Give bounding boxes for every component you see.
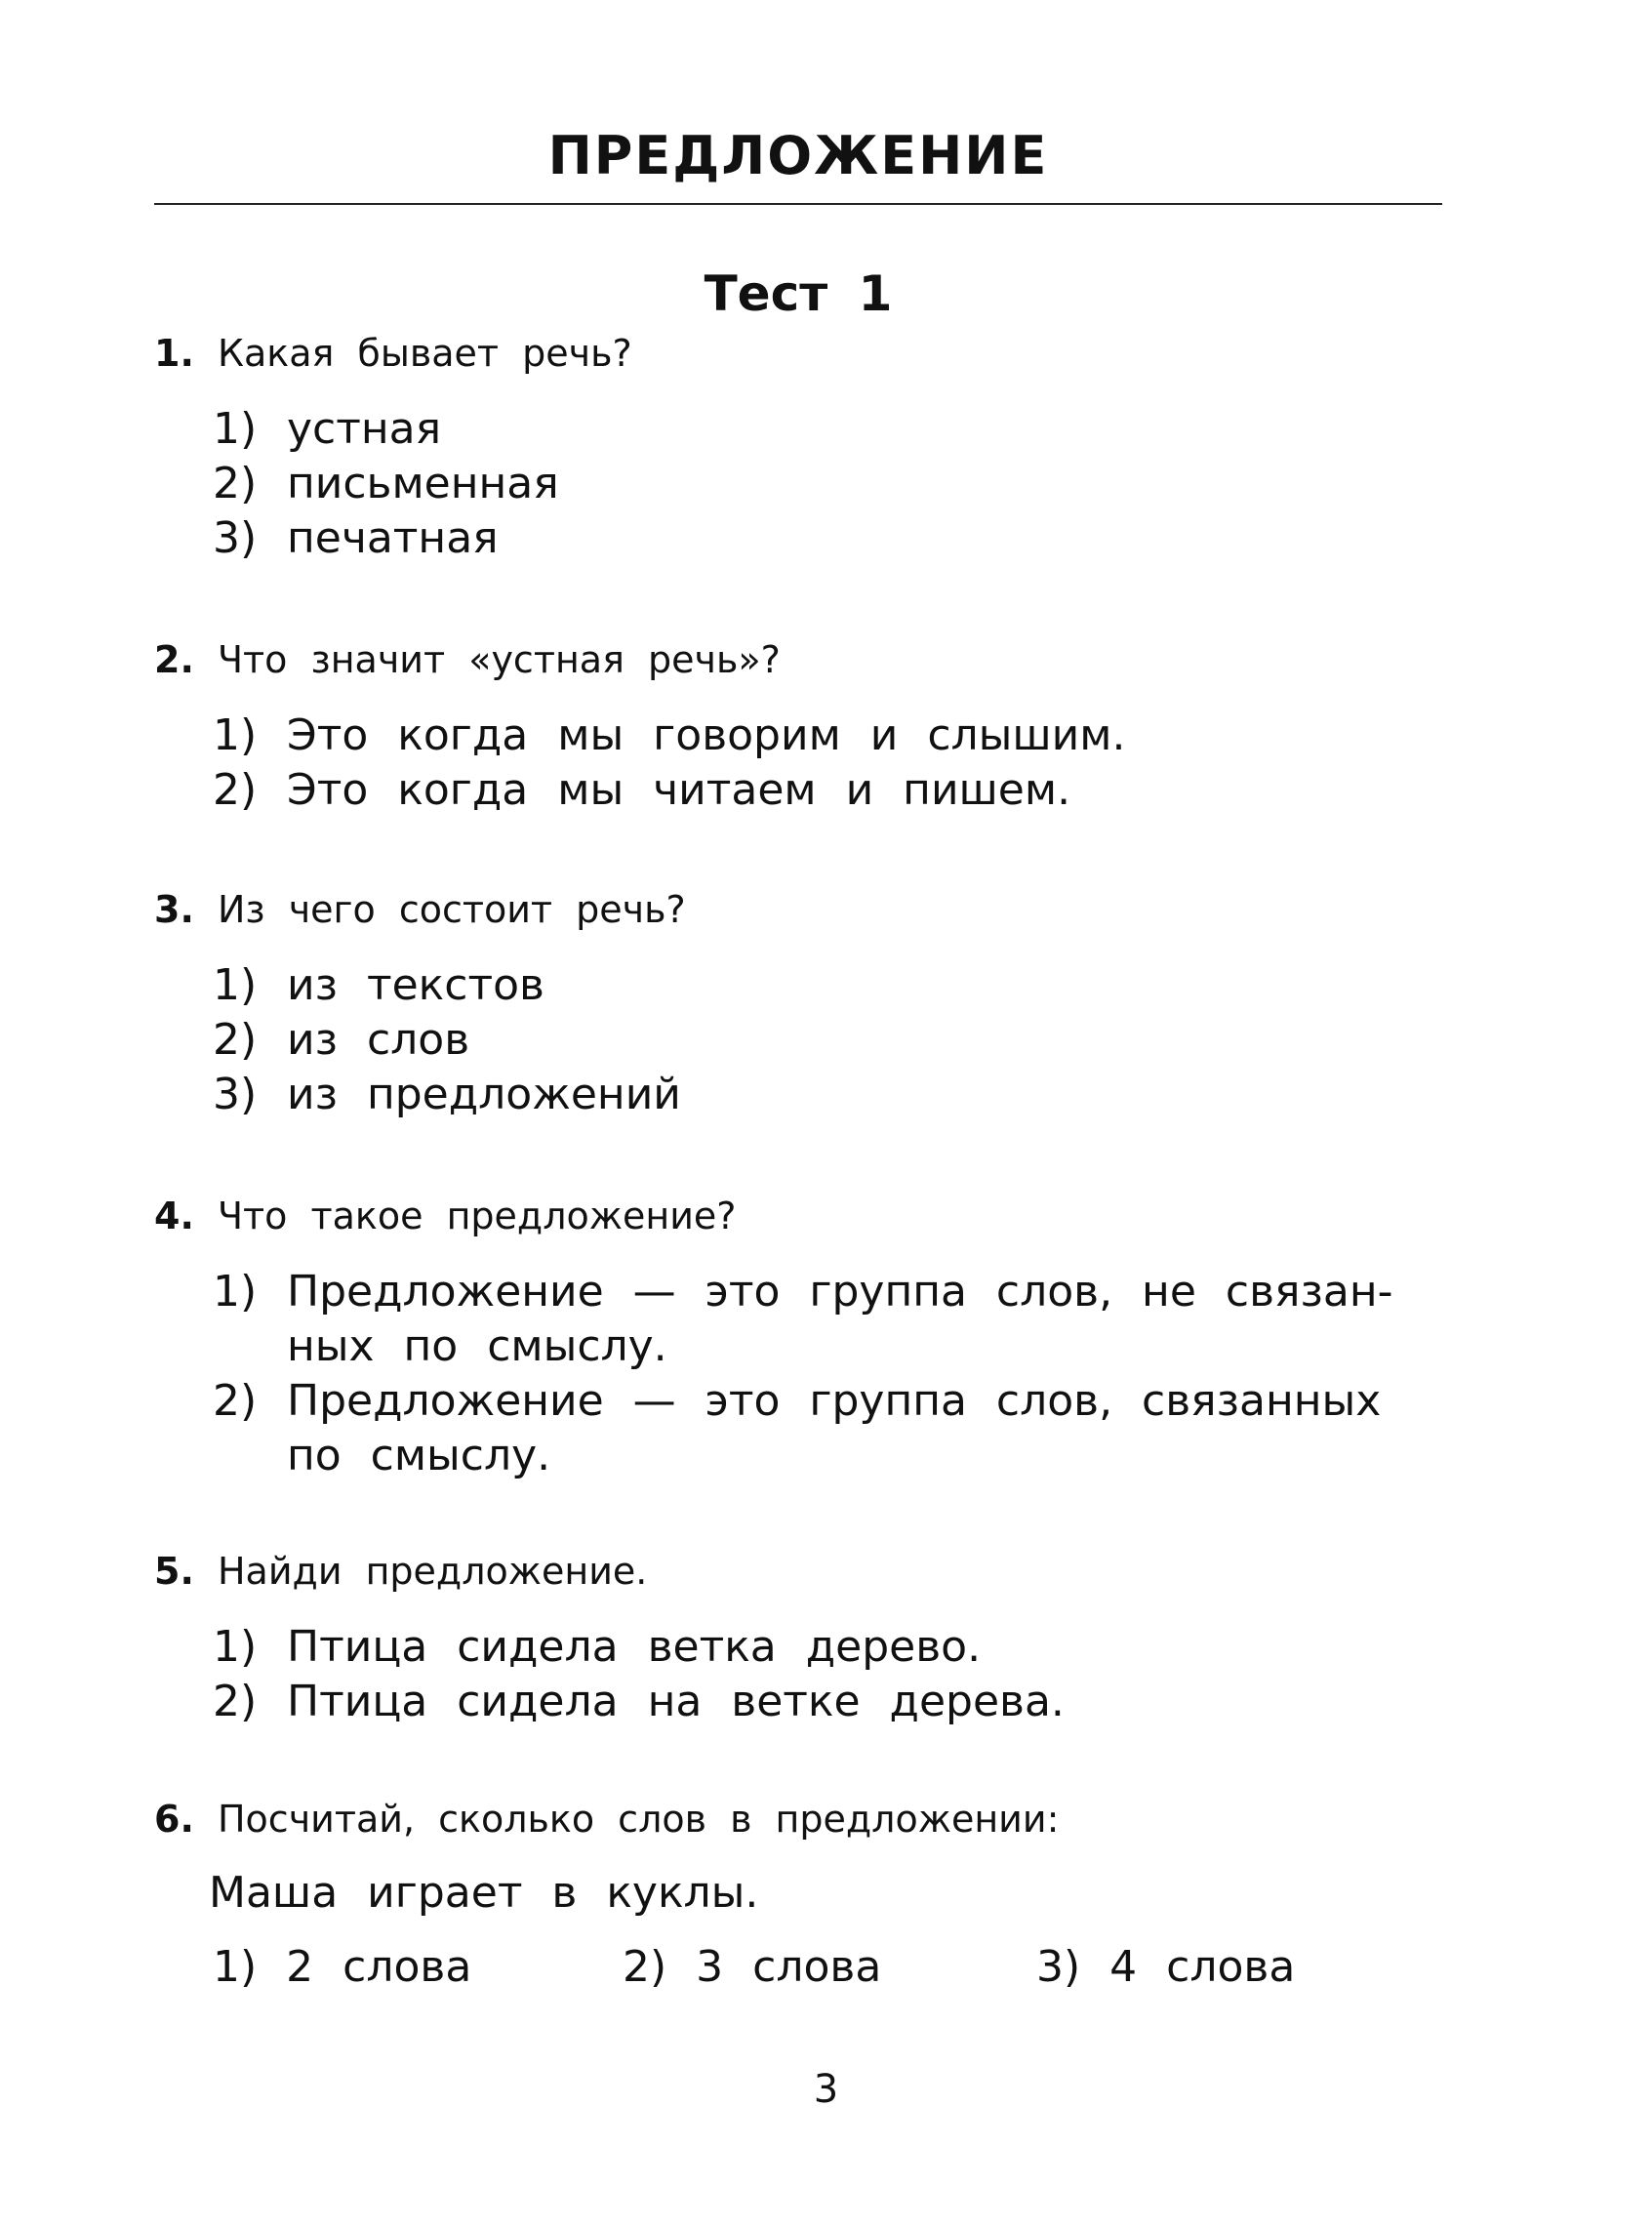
question-5-options xyxy=(213,1620,1444,1729)
answer-option xyxy=(623,1940,881,1995)
page-title: ПРЕДЛОЖЕНИЕ xyxy=(547,125,1049,186)
question-text: Что значит «устная речь»? xyxy=(217,638,781,681)
question-3 xyxy=(154,886,1442,933)
option-text: письменная xyxy=(287,459,559,508)
option-text: из слов xyxy=(287,1015,470,1065)
option-text: из текстов xyxy=(287,960,544,1010)
answer-option xyxy=(213,1675,1444,1729)
test-title: Тест 1 xyxy=(704,265,893,322)
question-text: Что такое предложение? xyxy=(217,1195,737,1237)
option-text-line: по смыслу. xyxy=(287,1431,551,1480)
option-number: 1) xyxy=(213,1267,258,1317)
question-text: Из чего состоит речь? xyxy=(217,888,686,931)
question-3-options xyxy=(213,958,1444,1122)
option-number: 3) xyxy=(213,1070,258,1119)
question-6-options xyxy=(213,1940,1444,1995)
answer-option xyxy=(213,1374,1444,1483)
question-5 xyxy=(154,1548,1442,1595)
question-number: 4. xyxy=(154,1195,194,1237)
question-2 xyxy=(154,636,1442,683)
page-number: 3 xyxy=(813,2067,839,2112)
answer-option xyxy=(213,1013,1444,1068)
option-text: 4 слова xyxy=(1109,1942,1296,1992)
answer-option xyxy=(213,457,1444,511)
question-number: 2. xyxy=(154,638,194,681)
question-number: 5. xyxy=(154,1550,194,1593)
option-number: 1) xyxy=(213,404,258,454)
option-text: Это когда мы читаем и пишем. xyxy=(287,765,1071,815)
option-number: 1) xyxy=(213,960,258,1010)
question-text: Посчитай, сколько слов в предложении: xyxy=(217,1798,1060,1841)
question-text: Найди предложение. xyxy=(217,1550,648,1593)
option-number: 1) xyxy=(213,1622,258,1672)
option-text-line: Предложение — это группа слов, не связан- xyxy=(287,1267,1393,1317)
option-number: 2) xyxy=(213,765,258,815)
answer-option xyxy=(213,1068,1444,1122)
answer-option xyxy=(213,763,1444,818)
option-text: устная xyxy=(287,404,442,454)
question-6 xyxy=(154,1796,1442,1843)
option-number: 2) xyxy=(213,1015,258,1065)
question-number: 3. xyxy=(154,888,194,931)
option-text: 2 слова xyxy=(286,1942,472,1992)
option-text-line: Предложение — это группа слов, связанных xyxy=(287,1376,1382,1426)
answer-option xyxy=(213,1265,1444,1374)
option-number: 2) xyxy=(213,459,258,508)
question-number: 1. xyxy=(154,332,194,375)
answer-option xyxy=(213,511,1444,566)
question-4-options xyxy=(213,1265,1444,1483)
answer-option xyxy=(213,958,1444,1013)
question-text: Какая бывает речь? xyxy=(217,332,632,375)
option-number: 2) xyxy=(623,1942,667,1992)
option-number: 1) xyxy=(213,1942,258,1992)
option-text: 3 слова xyxy=(696,1942,882,1992)
question-1 xyxy=(154,330,1442,377)
option-number: 2) xyxy=(213,1376,258,1426)
option-text: Птица сидела на ветке дерева. xyxy=(287,1677,1065,1726)
option-text: Птица сидела ветка дерево. xyxy=(287,1622,982,1672)
question-1-options xyxy=(213,402,1444,566)
answer-option xyxy=(1036,1940,1295,1995)
answer-option xyxy=(213,709,1444,763)
option-text: печатная xyxy=(287,513,499,563)
option-text: из предложений xyxy=(287,1070,681,1119)
question-2-options xyxy=(213,709,1444,818)
option-number: 1) xyxy=(213,710,258,760)
title-divider xyxy=(154,203,1442,205)
answer-option xyxy=(213,1620,1444,1675)
option-number: 3) xyxy=(1036,1942,1081,1992)
example-sentence: Маша играет в куклы. xyxy=(209,1868,759,1918)
option-text: Это когда мы говорим и слышим. xyxy=(287,710,1126,760)
option-text-line: ных по смыслу. xyxy=(287,1321,667,1371)
answer-option xyxy=(213,402,1444,457)
question-number: 6. xyxy=(154,1798,194,1841)
answer-option xyxy=(213,1940,471,1995)
option-number: 3) xyxy=(213,513,258,563)
question-4 xyxy=(154,1193,1442,1239)
option-number: 2) xyxy=(213,1677,258,1726)
